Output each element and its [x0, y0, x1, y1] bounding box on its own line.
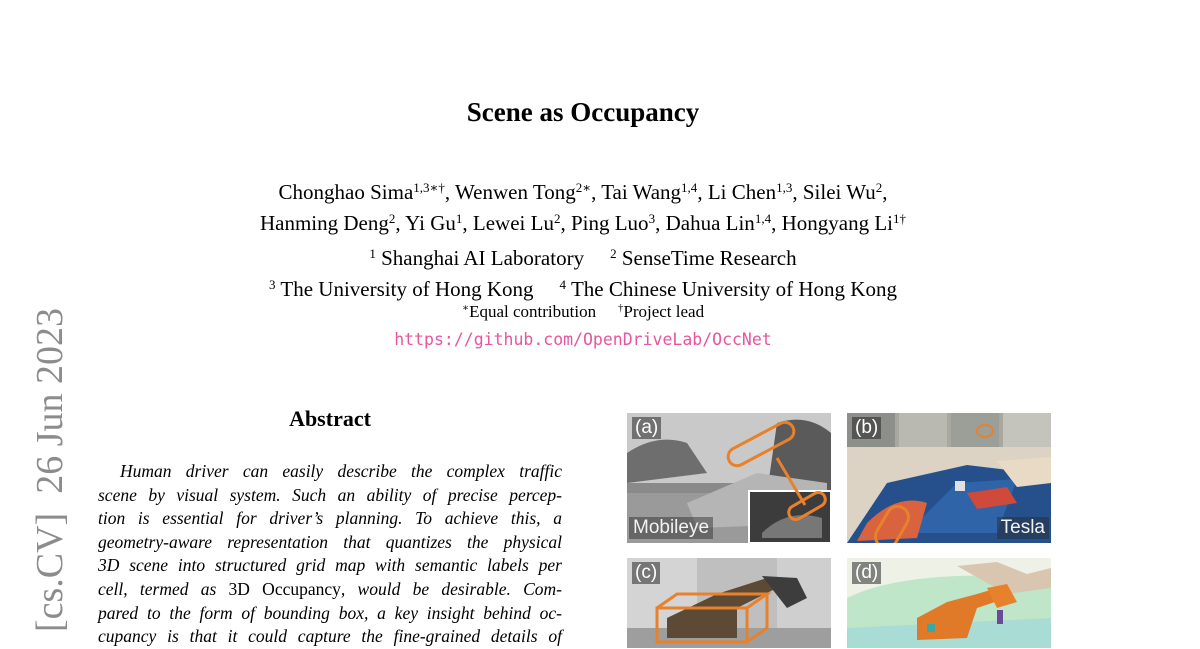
author-line-2	[0, 209, 1166, 240]
author-line-1	[0, 178, 1166, 209]
panel-brand-label: Tesla	[997, 517, 1049, 539]
author: Tai Wang$^{1,4}$,	[601, 179, 708, 204]
author: Lewei Lu$^2$,	[472, 210, 571, 235]
panel-label: (d)	[852, 562, 881, 584]
abstract-line: pared to the form of bounding box, a key insight behind oc-	[98, 602, 562, 623]
abstract-line: scene by visual system. Such an ability of precise percep-	[98, 484, 562, 505]
abstract-line: 3D scene into structured grid map with semantic labels per	[98, 555, 562, 576]
author: Silei Wu$^2$,	[802, 179, 888, 204]
author-list	[0, 178, 1166, 240]
equal-contribution-note: ∗Equal contribution	[461, 302, 597, 321]
figure-panel-d	[847, 558, 1051, 648]
panel-label: (a)	[632, 417, 661, 439]
abstract-line: cupancy is that it could capture the fine-grained details of	[98, 626, 562, 647]
author: Hongyang $Li^{1\dagger}$	[781, 210, 907, 235]
author: Dahua Lin$^{1,4}$,	[665, 210, 782, 235]
panel-brand-label: Mobileye	[629, 517, 713, 539]
arxiv-sidebar-stamp	[27, 308, 73, 648]
abstract-line: Human driver can easily describe the complex traffic	[120, 461, 562, 481]
figure-panel-c	[627, 558, 831, 648]
abstract-heading: Abstract	[289, 406, 371, 431]
affiliation-line-1	[0, 244, 1166, 275]
abstract-text	[98, 460, 562, 649]
affiliation: $^2$ SenseTime Research	[610, 245, 797, 270]
contribution-notes	[0, 302, 1166, 322]
affiliations	[0, 244, 1166, 306]
paper-title: Scene as Occupancy	[466, 97, 700, 127]
affiliation: $^3$ The University of Hong Kong	[269, 276, 534, 301]
panel-label: (b)	[852, 417, 881, 439]
affiliation: $^1$ Shanghai AI Laboratory	[369, 245, 585, 270]
abstract-line: tion is essential for driver’s planning. To achieve this, a	[98, 508, 562, 529]
project-lead-note: †Project lead	[618, 302, 705, 321]
abstract-line: geometry-aware representation that quantizes the physical	[98, 531, 562, 552]
author: Ping Luo$^3$,	[570, 210, 666, 235]
arxiv-date: 26 Jun 2023	[29, 308, 71, 494]
author: Li Chen$^{1,3}$,	[707, 179, 803, 204]
abstract-line: cell, termed as 3D Occupancy, would be desirable. Com-	[98, 578, 562, 599]
panel-label: (c)	[632, 562, 660, 584]
author: Chonghao Sima$^{1,3∗\dagger}$,	[278, 179, 456, 204]
figure-panel-a	[627, 413, 831, 543]
author: Hanming Deng$^2$,	[259, 210, 406, 235]
github-link[interactable]: https://github.com/OpenDriveLab/OccNet	[394, 330, 772, 349]
occupancy-term: 3D Occupancy	[228, 578, 341, 599]
affiliation: $^4$ The Chinese University of Hong Kong	[559, 276, 897, 301]
author: Yi Gu$^1$,	[405, 210, 473, 235]
author: Wenwen Tong$^{2∗}$,	[455, 179, 602, 204]
figure-panel-b	[847, 413, 1051, 543]
arxiv-category: [cs.CV]	[29, 512, 71, 633]
